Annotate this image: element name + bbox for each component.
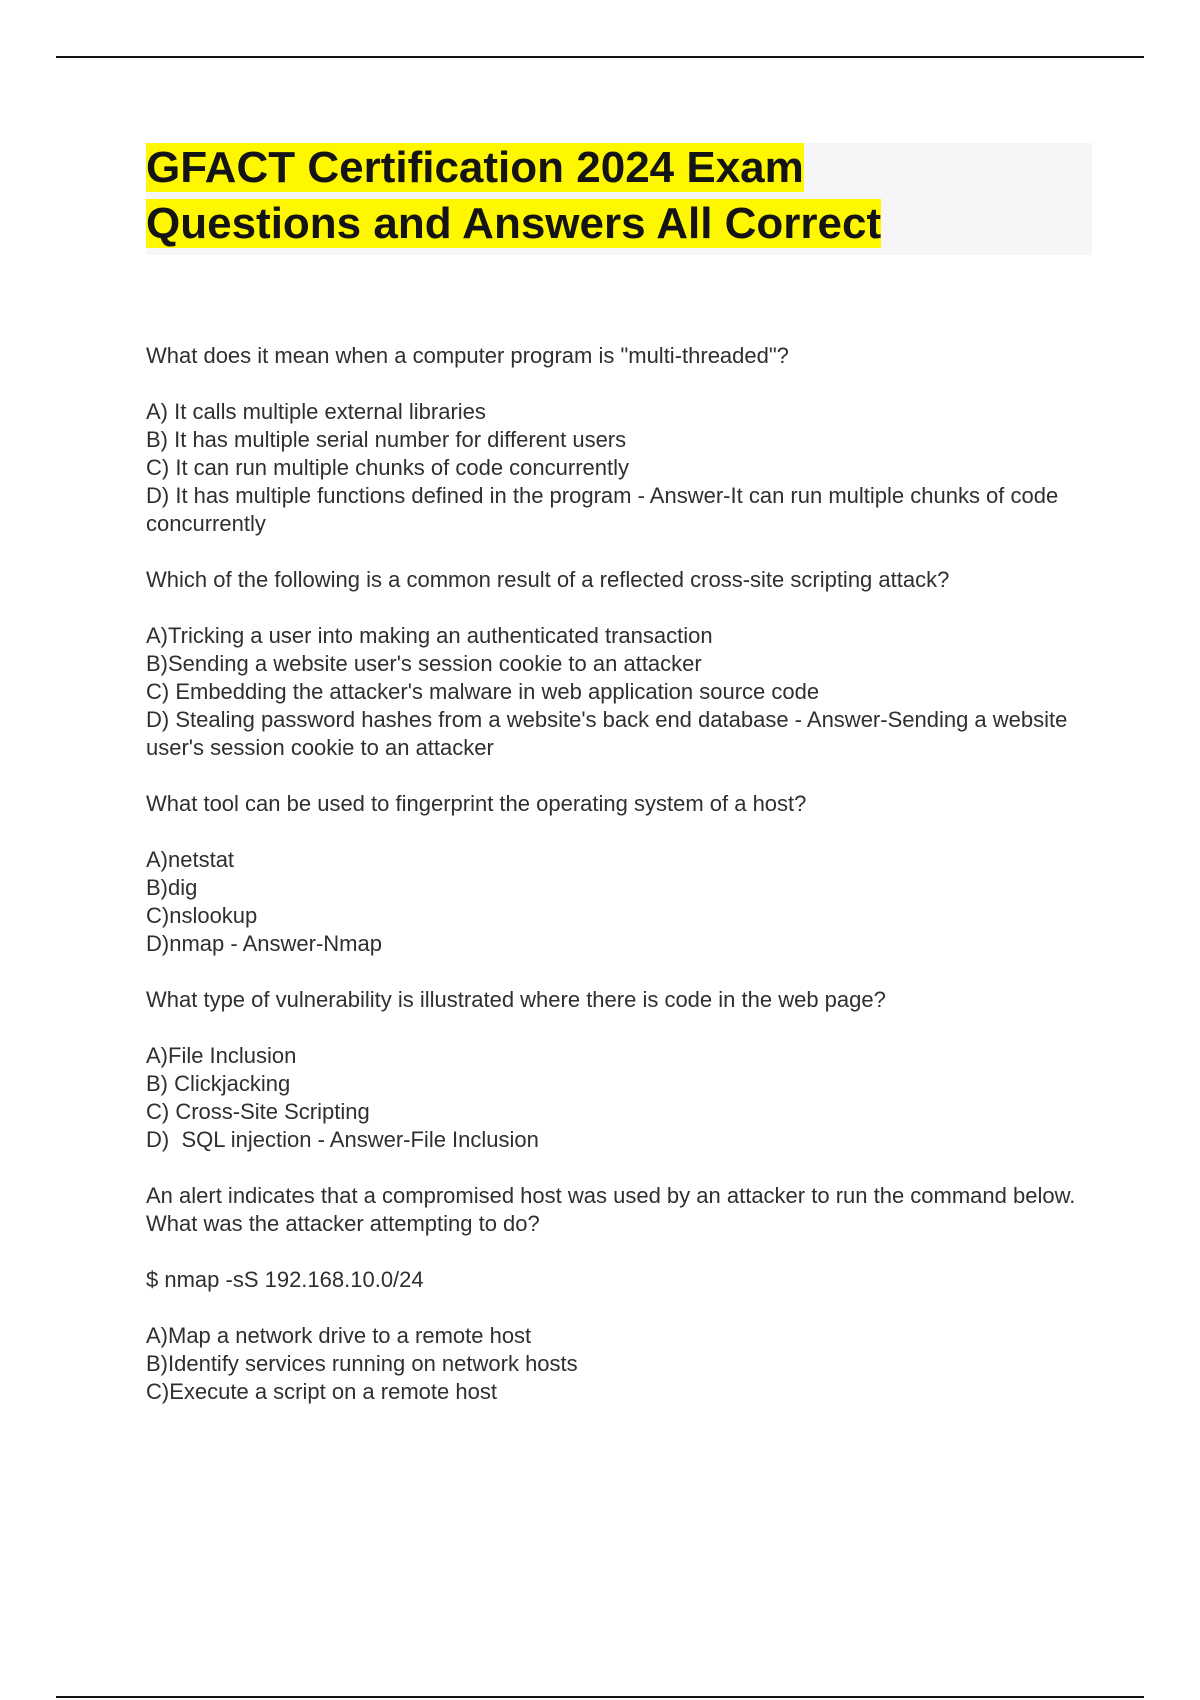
top-rule bbox=[56, 56, 1144, 58]
option-c: C) Embedding the attacker's malware in web application source code bbox=[146, 679, 820, 704]
question-text: Which of the following is a common result of a reflected cross-site scripting attack? bbox=[146, 567, 950, 592]
option-a: A)File Inclusion bbox=[146, 1043, 297, 1068]
question-text: What type of vulnerability is illustrated where there is code in the web page? bbox=[146, 987, 886, 1012]
option-b: B)Sending a website user's session cookie to an attacker bbox=[146, 651, 702, 676]
option-d-with-answer: D) Stealing password hashes from a website's back end database - Answer-Sending a website user's session cookie to an attacker bbox=[146, 707, 1074, 760]
option-a: A)Tricking a user into making an authenticated transaction bbox=[146, 623, 713, 648]
option-d-with-answer: D) SQL injection - Answer-File Inclusion bbox=[146, 1127, 539, 1152]
option-b: B)Identify services running on network hosts bbox=[146, 1351, 578, 1376]
command-line: $ nmap -sS 192.168.10.0/24 bbox=[146, 1267, 424, 1292]
option-d-with-answer: D) It has multiple functions defined in the program - Answer-It can run multiple chunks of code concurrently bbox=[146, 483, 1065, 536]
question-5 bbox=[146, 1182, 1086, 1406]
option-a: A)netstat bbox=[146, 847, 235, 872]
option-c: C)Execute a script on a remote host bbox=[146, 1379, 497, 1404]
question-text: What does it mean when a computer program is "multi-threaded"? bbox=[146, 343, 789, 368]
option-c: C)nslookup bbox=[146, 903, 258, 928]
bottom-rule bbox=[56, 1696, 1144, 1698]
question-4 bbox=[146, 986, 1086, 1154]
question-text: What tool can be used to fingerprint the operating system of a host? bbox=[146, 791, 807, 816]
option-c: C) It can run multiple chunks of code concurrently bbox=[146, 455, 630, 480]
question-2 bbox=[146, 566, 1086, 762]
question-list bbox=[146, 342, 1086, 1434]
option-c: C) Cross-Site Scripting bbox=[146, 1099, 370, 1124]
option-b: B) Clickjacking bbox=[146, 1071, 291, 1096]
question-3 bbox=[146, 790, 1086, 958]
document-title bbox=[146, 140, 1086, 252]
option-a: A)Map a network drive to a remote host bbox=[146, 1323, 532, 1348]
option-d-with-answer: D)nmap - Answer-Nmap bbox=[146, 931, 382, 956]
title-line-2: Questions and Answers All Correct bbox=[146, 199, 882, 248]
title-line-1: GFACT Certification 2024 Exam bbox=[146, 143, 804, 192]
question-text: An alert indicates that a compromised host was used by an attacker to run the command below. What was the attacker attempting to do? bbox=[146, 1183, 1082, 1236]
question-1 bbox=[146, 342, 1086, 538]
option-a: A) It calls multiple external libraries bbox=[146, 399, 486, 424]
option-b: B)dig bbox=[146, 875, 198, 900]
option-b: B) It has multiple serial number for different users bbox=[146, 427, 627, 452]
